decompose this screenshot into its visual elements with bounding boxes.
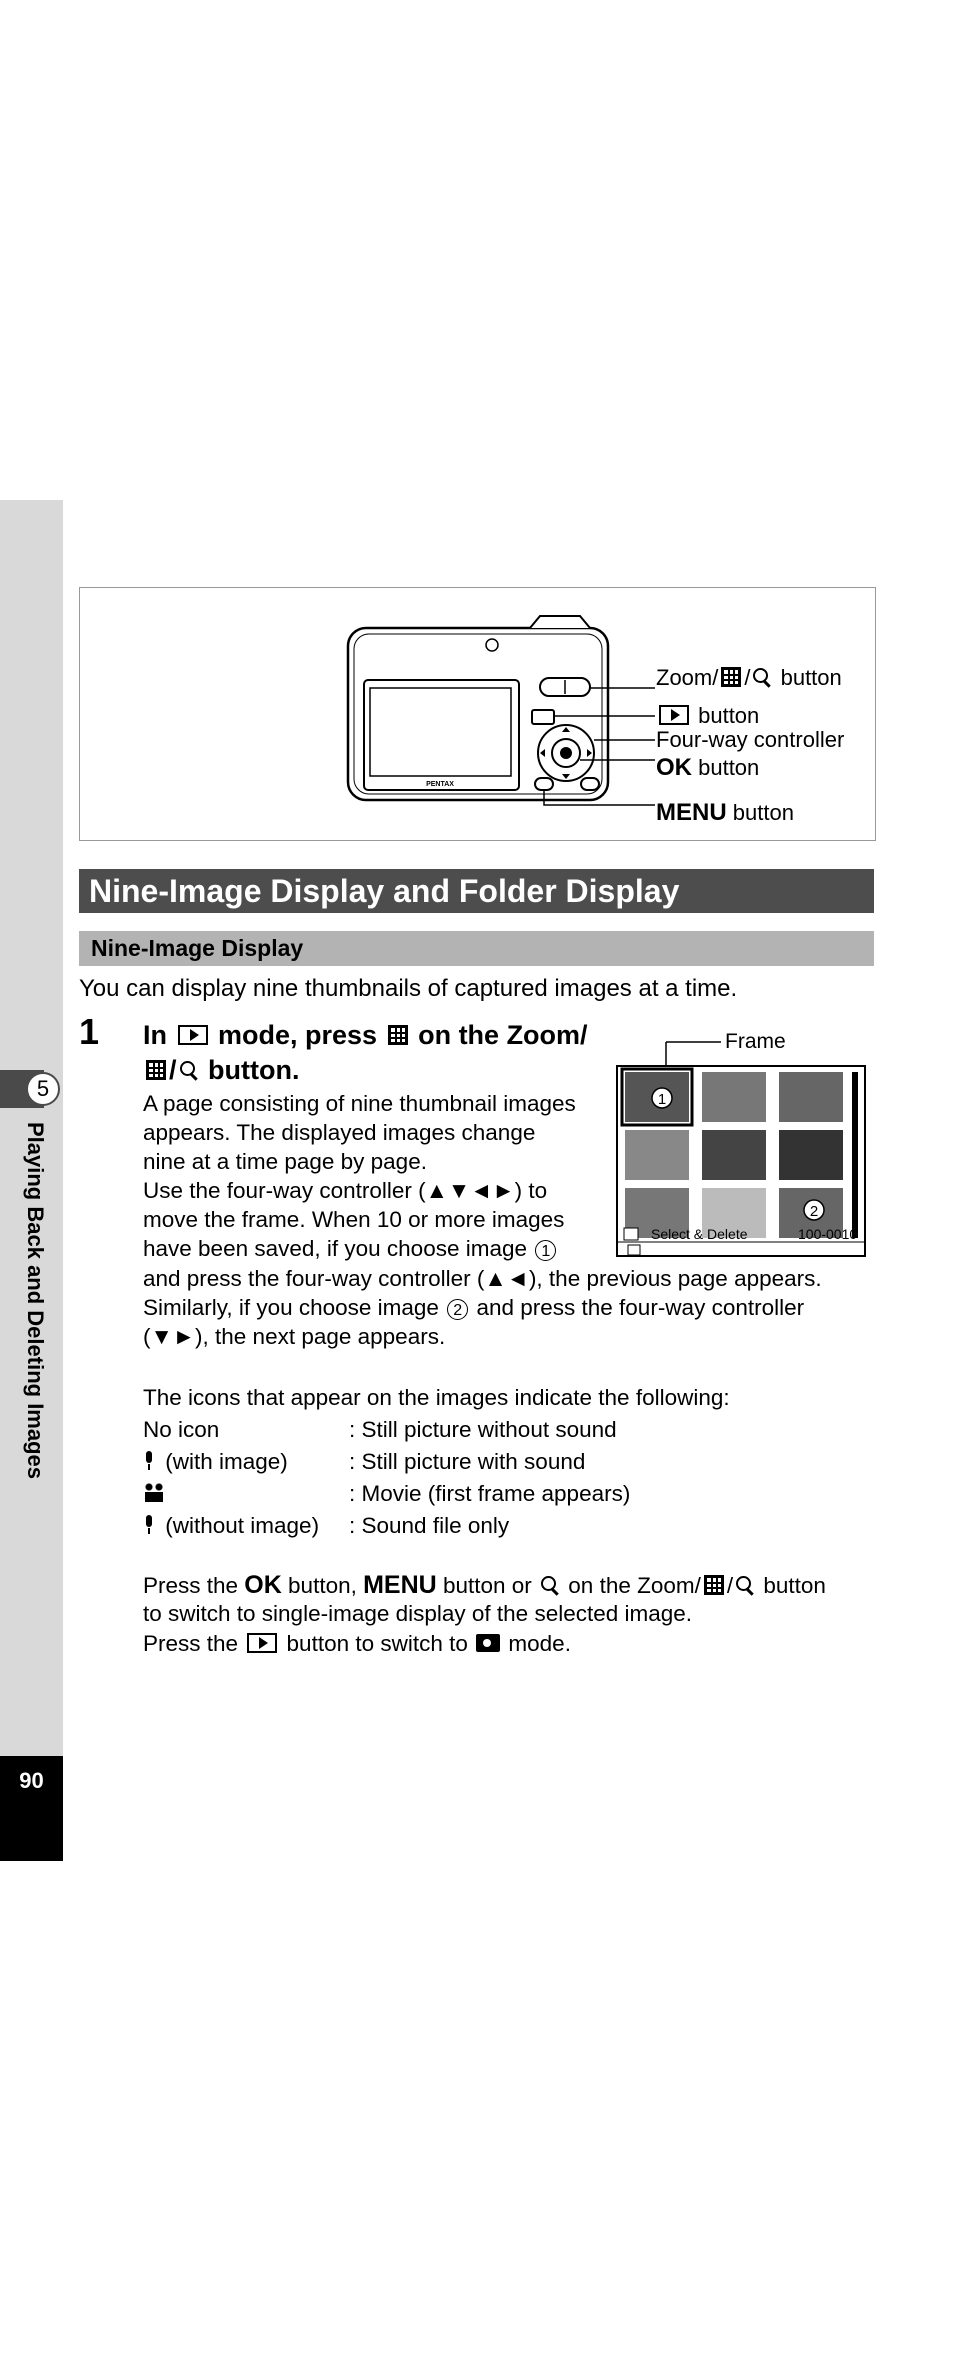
step-body-line: nine at a time page by page.	[143, 1149, 427, 1174]
step-head-a: In	[143, 1020, 175, 1050]
icon-row-label: (without image)	[159, 1513, 320, 1538]
zoom-callout-suffix: button	[774, 665, 842, 690]
screen-footer-right: 100-0010	[798, 1226, 858, 1242]
instruction-text: mode.	[502, 1631, 571, 1656]
instruction-text: button or	[436, 1573, 539, 1598]
magnifier-icon	[540, 1575, 560, 1595]
icons-intro: The icons that appear on the images indicate the following:	[143, 1385, 730, 1410]
frame-label: Frame	[725, 1030, 786, 1053]
instruction-text: button,	[281, 1573, 364, 1598]
icon-row-left	[143, 1481, 167, 1507]
ok-button-callout	[656, 754, 759, 782]
marker-1: 1	[657, 1091, 667, 1108]
icon-row-left	[143, 1513, 319, 1539]
instruction-text: Press the	[143, 1573, 245, 1598]
step-head-d: button.	[200, 1055, 300, 1085]
step-body-line	[143, 1236, 558, 1262]
step-body-text: and press the four-way controller	[470, 1295, 805, 1320]
chapter-number: 5	[26, 1072, 60, 1106]
step-heading: In mode, press on the Zoom/ / button.	[143, 1020, 588, 1085]
ok-callout-label: button	[692, 755, 760, 780]
fourway-controller-callout: Four-way controller	[656, 727, 845, 752]
nine-image-icon	[388, 1025, 408, 1045]
step-body-text: have been saved, if you choose image	[143, 1236, 534, 1261]
circled-number-1: 1	[535, 1240, 556, 1261]
chapter-number-marker	[0, 1070, 66, 1108]
step-body-line: A page consisting of nine thumbnail images	[143, 1091, 576, 1116]
step-body-line: (▼►), the next page appears.	[143, 1324, 446, 1349]
playback-icon	[247, 1633, 277, 1653]
icon-row-right: : Sound file only	[349, 1513, 510, 1538]
icon-row-right: : Still picture without sound	[349, 1417, 617, 1442]
instruction-line: Press the OK button, MENU button or on the Zoom/ / button	[143, 1571, 826, 1599]
play-button-callout	[656, 703, 759, 729]
step-body-line: move the frame. When 10 or more images	[143, 1207, 565, 1232]
magnifier-icon	[735, 1575, 755, 1595]
camera-icon	[476, 1634, 500, 1652]
marker-2: 2	[809, 1203, 819, 1220]
microphone-icon	[143, 1515, 155, 1535]
menu-button-callout	[656, 799, 794, 827]
movie-icon	[143, 1483, 167, 1503]
zoom-callout-prefix: Zoom/	[656, 665, 719, 690]
icon-row-left	[143, 1449, 288, 1475]
intro-text: You can display nine thumbnails of captured images at a time.	[79, 975, 738, 1002]
step-number: 1	[79, 1011, 100, 1052]
step-body-line: Use the four-way controller (▲▼◄►) to	[143, 1178, 548, 1203]
magnifier-icon	[752, 667, 772, 687]
menu-callout-label: button	[726, 800, 794, 825]
screen-footer-left: Select & Delete	[651, 1226, 748, 1242]
instruction-text: button to switch to	[280, 1631, 475, 1656]
step-body-line: appears. The displayed images change	[143, 1120, 536, 1145]
step-body-text: Similarly, if you choose image	[143, 1295, 446, 1320]
instruction-text: on the Zoom/	[562, 1573, 701, 1598]
circled-number-2: 2	[447, 1299, 468, 1320]
menu-label-bold: MENU	[656, 799, 727, 826]
zoom-button-callout: Zoom/ / button	[656, 665, 842, 690]
playback-icon	[178, 1025, 208, 1045]
playback-icon	[659, 705, 689, 725]
icon-row-left: No icon	[143, 1417, 220, 1442]
camera-illustration	[0, 0, 954, 900]
step-head-b: mode, press	[210, 1020, 385, 1050]
step-body-line	[143, 1295, 804, 1321]
camera-brand: PENTAX	[426, 781, 454, 788]
page-number: 90	[19, 1768, 44, 1793]
microphone-icon	[143, 1451, 155, 1471]
icon-row-right: : Movie (first frame appears)	[349, 1481, 631, 1506]
magnifier-icon	[179, 1060, 199, 1080]
step-head-c: on the Zoom/	[410, 1020, 588, 1050]
menu-label-bold: MENU	[363, 1571, 437, 1599]
ok-label-bold: OK	[244, 1571, 282, 1599]
icon-row-right: : Still picture with sound	[349, 1449, 586, 1474]
nine-image-icon	[721, 667, 741, 687]
instruction-line: to switch to single-image display of the selected image.	[143, 1601, 693, 1626]
step-body-line: and press the four-way controller (▲◄), the previous page appears.	[143, 1266, 822, 1291]
nine-image-icon	[704, 1575, 724, 1595]
instruction-line	[143, 1631, 571, 1657]
nine-image-icon	[146, 1060, 166, 1080]
icon-row-label: (with image)	[159, 1449, 288, 1474]
ok-label-bold: OK	[656, 754, 692, 781]
play-callout-label: button	[692, 703, 760, 728]
instruction-text: Press the	[143, 1631, 245, 1656]
subsection-title: Nine-Image Display	[91, 935, 304, 961]
chapter-title: Playing Back and Deleting Images	[23, 1122, 48, 1480]
instruction-text: button	[757, 1573, 826, 1598]
section-title: Nine-Image Display and Folder Display	[89, 873, 680, 909]
